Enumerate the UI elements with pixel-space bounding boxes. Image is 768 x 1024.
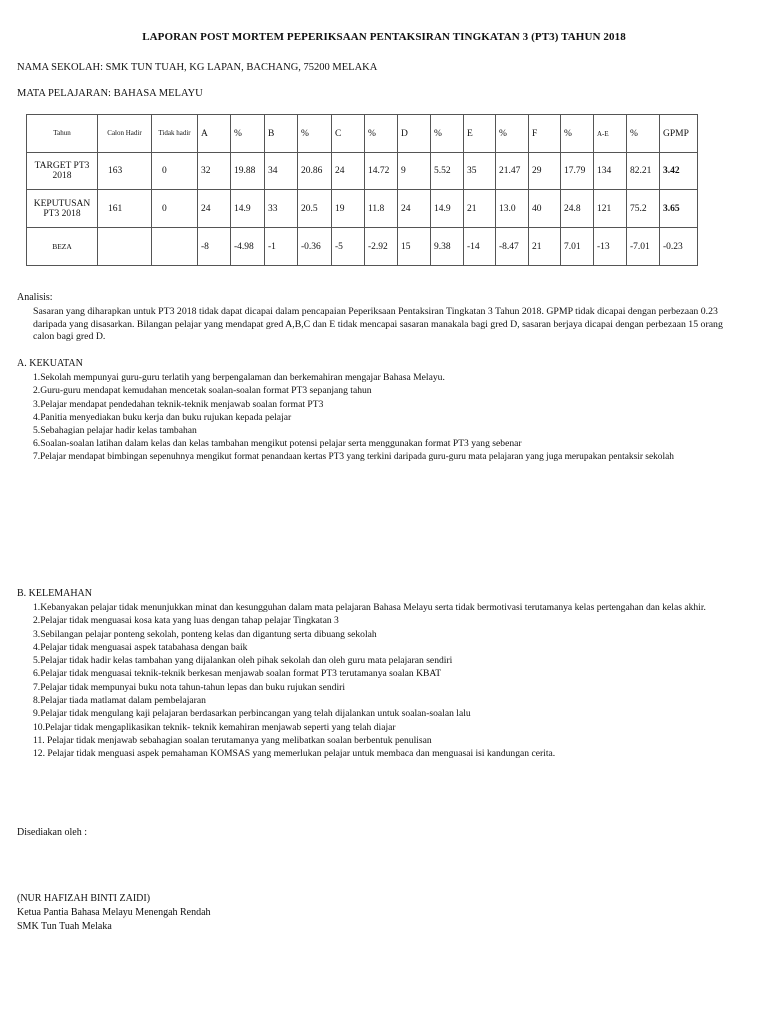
list-item: 1.Kebanyakan pelajar tidak menunjukkan minat dan kesungguhan dalam mata pelajaran Bahasa Melayu serta tidak bermotivasi terutamanya kelas pertengahan dan kelas akhir. <box>33 602 706 613</box>
header-b-pct: % <box>298 115 332 153</box>
list-item: 5.Sebahagian pelajar hadir kelas tambahan <box>33 425 197 437</box>
list-item: 7.Pelajar mendapat bimbingan sepenuhnya mengikut format penandaan kertas PT3 yang terkini daripada guru-guru mata pelajaran yang juga merupakan pentaksir sekolah <box>33 451 674 462</box>
list-item: 6.Soalan-soalan latihan dalam kelas dan kelas tambahan mengikut potensi pelajar serta menggunakan format PT3 yang sebenar <box>33 438 522 450</box>
table-cell: 20.86 <box>298 153 332 190</box>
table-cell: 134 <box>594 153 627 190</box>
table-cell-gpmp: -0.23 <box>660 228 698 266</box>
subject-name: MATA PELAJARAN: BAHASA MELAYU <box>17 88 203 99</box>
table-cell: 24.8 <box>561 190 594 228</box>
list-item: 10.Pelajar tidak mengaplikasikan teknik- teknik kemahiran menjawab seperti yang telah diajar <box>33 721 396 733</box>
header-c: C <box>332 115 365 153</box>
table-cell: -5 <box>332 228 365 266</box>
table-cell: 121 <box>594 190 627 228</box>
table-cell: 5.52 <box>431 153 464 190</box>
table-cell: 0 <box>152 190 198 228</box>
row-label: KEPUTUSAN PT3 2018 <box>27 190 98 228</box>
table-cell: -1 <box>265 228 298 266</box>
table-cell: 14.72 <box>365 153 398 190</box>
kekuatan-list <box>33 371 733 464</box>
signatory-school: SMK Tun Tuah Melaka <box>17 921 112 932</box>
table-cell: 7.01 <box>561 228 594 266</box>
table-cell: 21 <box>529 228 561 266</box>
table-cell: -0.36 <box>298 228 332 266</box>
table-cell: 13.0 <box>496 190 529 228</box>
header-a-e: A-E <box>594 115 627 153</box>
table-cell: 35 <box>464 153 496 190</box>
table-cell: 24 <box>398 190 431 228</box>
table-cell: 17.79 <box>561 153 594 190</box>
table-row-beza <box>27 228 698 266</box>
table-cell: 24 <box>198 190 231 228</box>
kelemahan-heading: B. KELEMAHAN <box>17 588 92 599</box>
table-row-target <box>27 153 698 190</box>
report-title: LAPORAN POST MORTEM PEPERIKSAAN PENTAKSIRAN TINGKATAN 3 (PT3) TAHUN 2018 <box>142 31 626 43</box>
header-a-e-pct: % <box>627 115 660 153</box>
table-cell: -14 <box>464 228 496 266</box>
header-tahun: Tahun <box>27 115 98 153</box>
header-f: F <box>529 115 561 153</box>
table-cell: 75.2 <box>627 190 660 228</box>
signatory-name: (NUR HAFIZAH BINTI ZAIDI) <box>17 893 151 904</box>
table-cell: 21.47 <box>496 153 529 190</box>
table-header-row <box>27 115 698 153</box>
header-c-pct: % <box>365 115 398 153</box>
list-item: 4.Panitia menyediakan buku kerja dan buku rujukan kepada pelajar <box>33 411 292 423</box>
table-cell: 29 <box>529 153 561 190</box>
list-item: 6.Pelajar tidak menguasai teknik-teknik berkesan menjawab soalan format PT3 terutamanya soalan KBAT <box>33 668 442 680</box>
table-cell: -2.92 <box>365 228 398 266</box>
table-cell: -8.47 <box>496 228 529 266</box>
list-item: 7.Pelajar tidak mempunyai buku nota tahun-tahun lepas dan buku rujukan sendiri <box>33 681 345 693</box>
table-cell: 9.38 <box>431 228 464 266</box>
table-cell: 163 <box>98 153 152 190</box>
kelemahan-list <box>33 601 733 761</box>
table-cell: 14.9 <box>231 190 265 228</box>
table-cell <box>152 228 198 266</box>
header-b: B <box>265 115 298 153</box>
header-gpmp: GPMP <box>660 115 698 153</box>
list-item: 9.Pelajar tidak mengulang kaji pelajaran berdasarkan perbincangan yang telah dijalankan untuk soalan-soalan lalu <box>33 708 471 720</box>
table-cell-gpmp: 3.65 <box>660 190 698 228</box>
header-calon-hadir: Calon Hadir <box>98 115 152 153</box>
table-cell: 9 <box>398 153 431 190</box>
table-cell-gpmp: 3.42 <box>660 153 698 190</box>
list-item: 3.Sebilangan pelajar ponteng sekolah, ponteng kelas dan digantung serta dibuang sekolah <box>33 628 377 640</box>
header-d-pct: % <box>431 115 464 153</box>
analysis-heading: Analisis: <box>17 292 53 303</box>
table-cell: 34 <box>265 153 298 190</box>
list-item: 4.Pelajar tidak menguasai aspek tatabahasa dengan baik <box>33 641 248 653</box>
row-label: BEZA <box>27 228 98 266</box>
table-cell: 82.21 <box>627 153 660 190</box>
header-tidak-hadir: Tidak hadir <box>152 115 198 153</box>
table-cell: -13 <box>594 228 627 266</box>
table-cell: -8 <box>198 228 231 266</box>
analysis-text: Sasaran yang diharapkan untuk PT3 2018 tidak dapat dicapai dalam pencapaian Peperiksaan Pentaksiran Tingkatan 3 Tahun 2018. GPMP tidak dicapai dengan perbezaan 0.23 daripada yang disasarkan. Bilangan pelajar yang mendapat gred A,B,C dan E tidak mencapai sasaran manakala bagi gred D, sasaran berjaya dicapai dengan perbezaan 15 orang calon bagi gred D. <box>33 306 723 342</box>
results-table <box>26 114 698 266</box>
list-item: 5.Pelajar tidak hadir kelas tambahan yang dijalankan oleh pihak sekolah dan oleh guru mata pelajaran sendiri <box>33 655 453 667</box>
prepared-by-label: Disediakan oleh : <box>17 827 87 838</box>
table-cell: 40 <box>529 190 561 228</box>
signatory-role: Ketua Pantia Bahasa Melayu Menengah Rendah <box>17 907 211 918</box>
list-item: 12. Pelajar tidak menguasi aspek pemahaman KOMSAS yang memerlukan pelajar untuk membaca dan menguasai isi kandungan cerita. <box>33 748 556 760</box>
table-cell: -4.98 <box>231 228 265 266</box>
table-cell: 33 <box>265 190 298 228</box>
table-cell: 32 <box>198 153 231 190</box>
header-e: E <box>464 115 496 153</box>
list-item: 11. Pelajar tidak menjawab sebahagian soalan terutamanya yang melibatkan soalan berbentuk penulisan <box>33 734 432 746</box>
school-name: NAMA SEKOLAH: SMK TUN TUAH, KG LAPAN, BACHANG, 75200 MELAKA <box>17 62 378 73</box>
table-cell: 19 <box>332 190 365 228</box>
kekuatan-heading: A. KEKUATAN <box>17 358 83 369</box>
table-cell: 161 <box>98 190 152 228</box>
list-item: 2.Pelajar tidak menguasai kosa kata yang luas dengan tahap pelajar Tingkatan 3 <box>33 615 339 627</box>
list-item: 2.Guru-guru mendapat kemudahan mencetak soalan-soalan format PT3 sepanjang tahun <box>33 385 372 397</box>
table-cell: 15 <box>398 228 431 266</box>
table-cell: 0 <box>152 153 198 190</box>
table-cell: 11.8 <box>365 190 398 228</box>
list-item: 8.Pelajar tiada matlamat dalam pembelajaran <box>33 695 206 707</box>
header-d: D <box>398 115 431 153</box>
table-row-keputusan <box>27 190 698 228</box>
table-cell <box>98 228 152 266</box>
header-f-pct: % <box>561 115 594 153</box>
table-cell: 21 <box>464 190 496 228</box>
row-label: TARGET PT3 2018 <box>27 153 98 190</box>
header-a: A <box>198 115 231 153</box>
header-a-pct: % <box>231 115 265 153</box>
table-cell: 19.88 <box>231 153 265 190</box>
list-item: 1.Sekolah mempunyai guru-guru terlatih yang berpengalaman dan berkemahiran mengajar Bahasa Melayu. <box>33 372 445 383</box>
header-e-pct: % <box>496 115 529 153</box>
list-item: 3.Pelajar mendapat pendedahan teknik-teknik menjawab soalan format PT3 <box>33 398 324 410</box>
table-cell: 14.9 <box>431 190 464 228</box>
table-cell: -7.01 <box>627 228 660 266</box>
table-cell: 20.5 <box>298 190 332 228</box>
table-cell: 24 <box>332 153 365 190</box>
